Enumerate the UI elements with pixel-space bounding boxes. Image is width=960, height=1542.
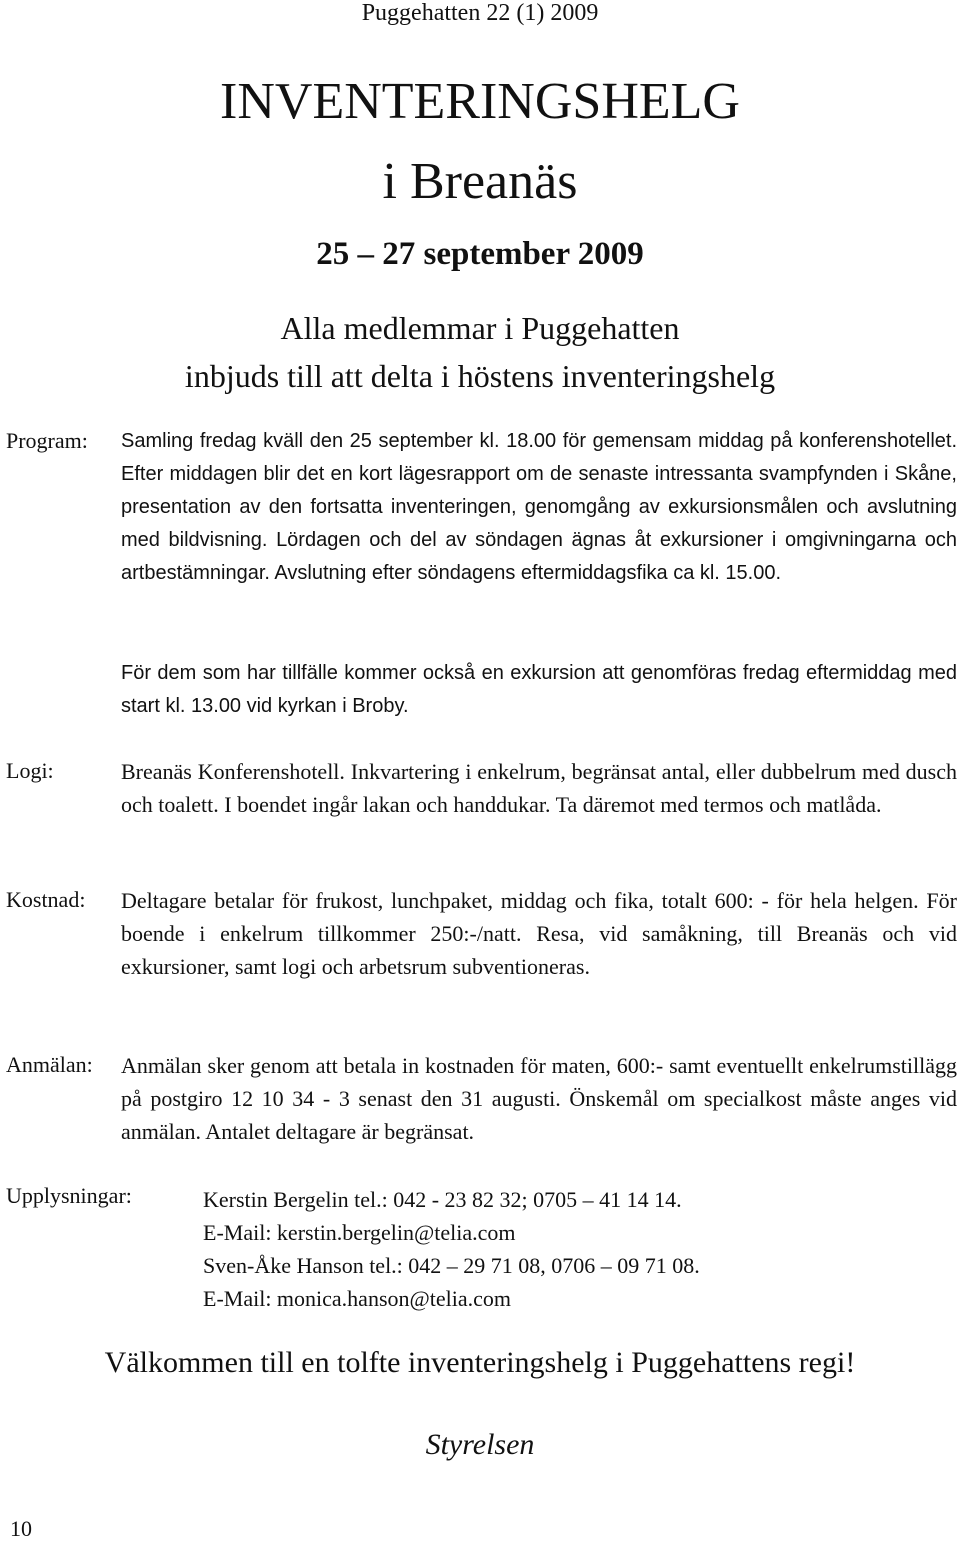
invite-line-2: inbjuds till att delta i höstens inventeringshelg [184,358,776,394]
kostnad-text [121,884,957,983]
contact-line: Sven-Åke Hanson tel.: 042 – 29 71 08, 0706 – 09 71 08. [203,1253,700,1278]
kostnad-label: Kostnad: [6,887,86,912]
contact-list [203,1183,700,1315]
kostnad-paragraph: Deltagare betalar för frukost, lunchpaket, middag och fika, totalt 600: - för hela helgen. För boende i enkelrum tillkommer 250:-/natt. Resa, vid samåkning, till Breanäs och vid exkursioner, samt logi och arbetsrum subventioneras. [121,888,957,979]
program-text [121,425,957,590]
running-head: Puggehatten 22 (1) 2009 [361,0,599,26]
logi-label: Logi: [6,758,54,783]
anmalan-label: Anmälan: [6,1052,93,1077]
event-dates: 25 – 27 september 2009 [316,236,644,272]
anmalan-text [121,1049,957,1148]
contact-email-link[interactable]: E-Mail: kerstin.bergelin@telia.com [203,1220,516,1245]
signature: Styrelsen [425,1428,535,1461]
anmalan-paragraph: Anmälan sker genom att betala in kostnaden för maten, 600:- samt eventuellt enkelrumstillägg på postgiro 12 10 34 - 3 senast den 31 augusti. Önskemål om specialkost måste anges vid anmälan. Antalet deltagare är begränsat. [121,1053,957,1144]
contact-email-link[interactable]: E-Mail: monica.hanson@telia.com [203,1286,512,1311]
page-number: 10 [10,1516,32,1541]
program-label: Program: [6,428,88,453]
program-extra-paragraph: För dem som har tillfälle kommer också en exkursion att genomföras fredag eftermiddag med start kl. 13.00 vid kyrkan i Broby. [121,662,957,717]
program-extra-text [121,657,957,723]
page-subtitle: i Breanäs [382,153,578,210]
logi-text [121,755,957,821]
program-paragraph: Samling fredag kväll den 25 september kl. 18.00 för gemensam middag på konferenshotellet. Efter middagen blir det en kort lägesrapport om de senaste intressanta svampfynden i Skåne, presentation av den fortsatta inventeringen, genomgång av exkursionsmålen och avslutning med bildvisning. Lördagen och del av söndagen ägnas åt exkursioner i omgivningarna och artbestämningar. Avslutning efter söndagens eftermiddagsfika ca kl. 15.00. [121,430,957,584]
contact-line: Kerstin Bergelin tel.: 042 - 23 82 32; 0705 – 41 14 14. [203,1187,682,1212]
page-title: INVENTERINGSHELG [220,73,740,130]
invite-line-1: Alla medlemmar i Puggehatten [280,310,680,346]
upplysningar-label: Upplysningar: [6,1183,132,1208]
welcome-text: Välkommen till en tolfte inventeringshelg i Puggehattens regi! [104,1346,856,1379]
logi-paragraph: Breanäs Konferenshotell. Inkvartering i enkelrum, begränsat antal, eller dubbelrum med dusch och toalett. I boendet ingår lakan och handdukar. Ta däremot med termos och matlåda. [121,759,957,817]
